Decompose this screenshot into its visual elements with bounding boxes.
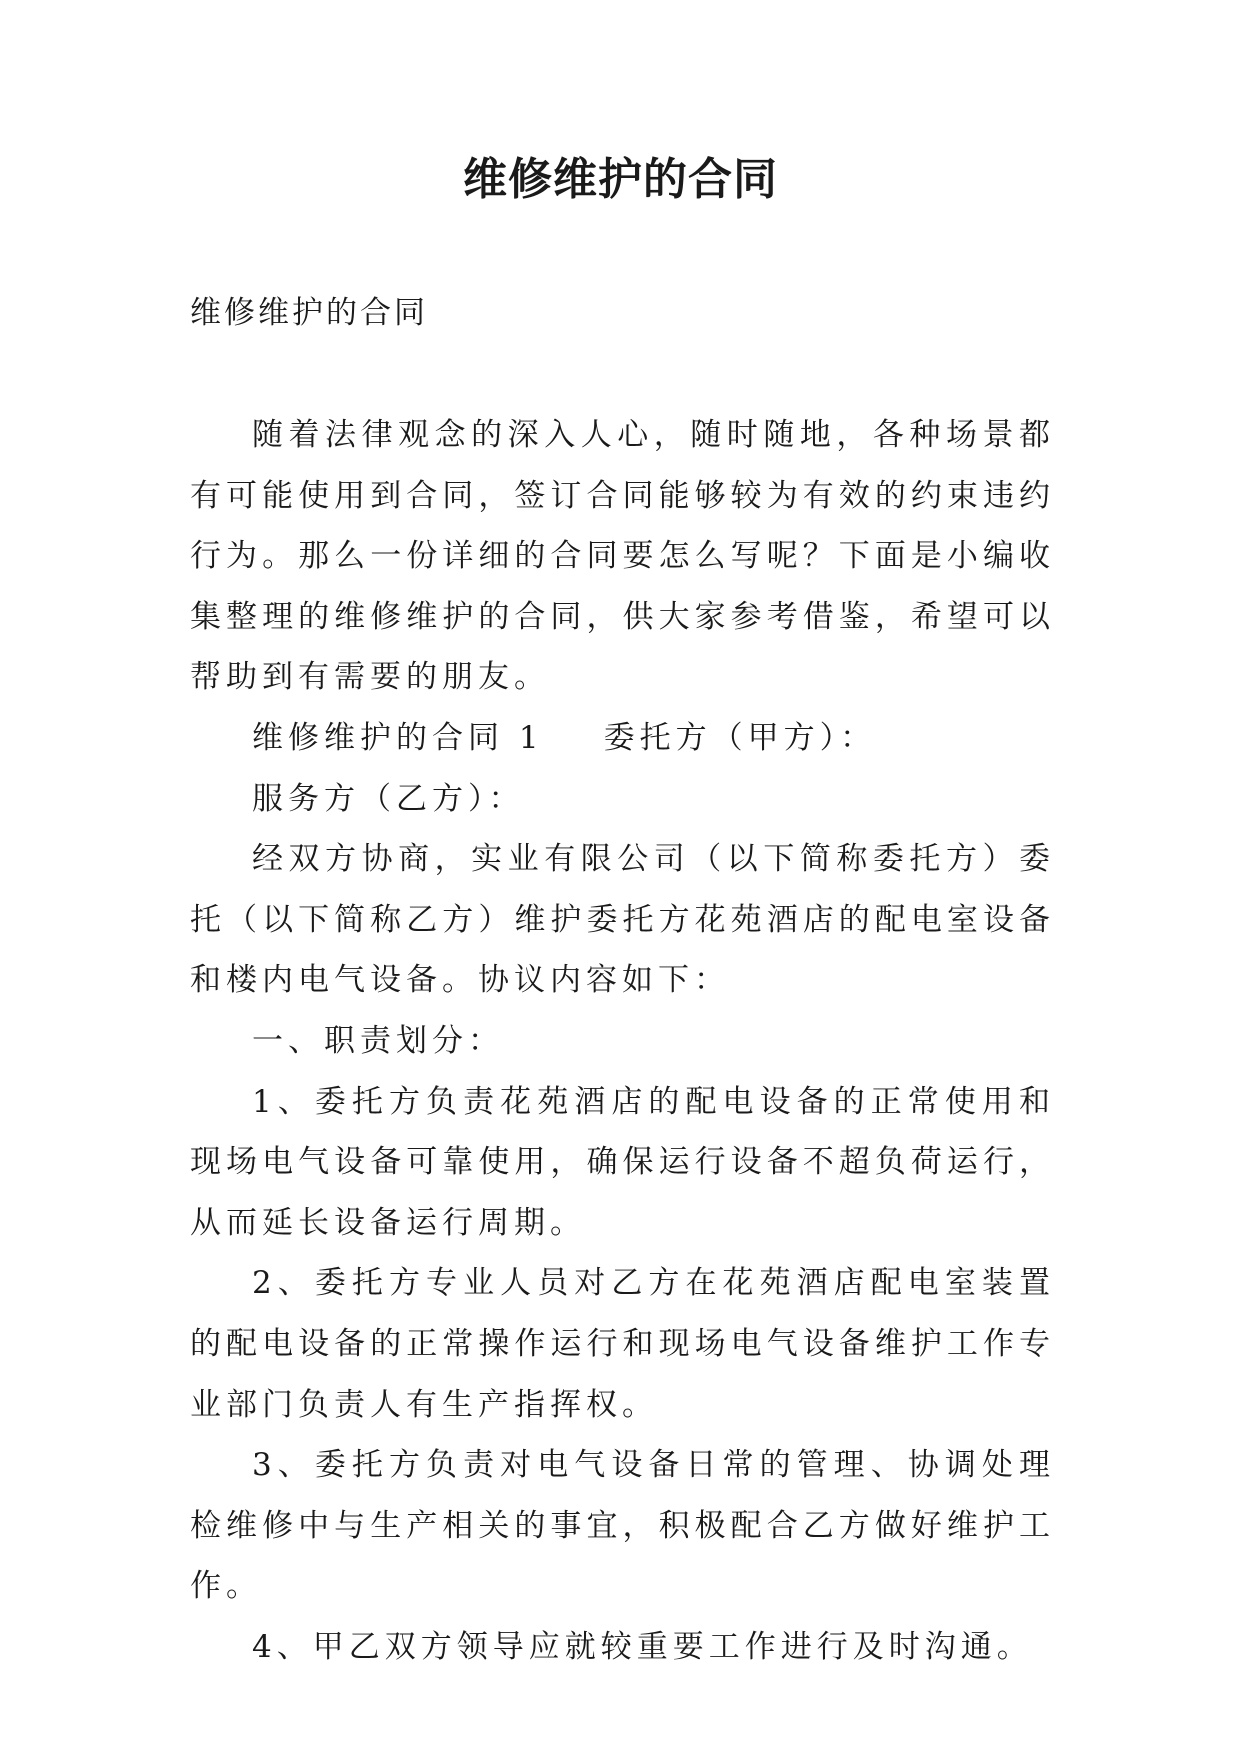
- document-subtitle: 维修维护的合同: [190, 295, 428, 331]
- clause-item: 3、委托方负责对电气设备日常的管理、协调处理检维修中与生产相关的事宜，积极配合乙方做好维护工作。: [190, 1447, 1055, 1605]
- contract-heading: 维修维护的合同 1: [252, 719, 544, 756]
- clause-item: 2、委托方专业人员对乙方在花苑酒店配电室装置的配电设备的正常操作运行和现场电气设备维护工作专业部门负责人有生产指挥权。: [190, 1265, 1055, 1423]
- document-body: [190, 405, 1055, 1677]
- agreement-paragraph: 经双方协商，实业有限公司（以下简称委托方）委托（以下简称乙方）维护委托方花苑酒店的配电室设备和楼内电气设备。协议内容如下：: [190, 841, 1055, 999]
- section-heading: 一、职责划分：: [252, 1022, 504, 1059]
- clause-item: 4、甲乙双方领导应就较重要工作进行及时沟通。: [252, 1628, 1033, 1665]
- document-title: 维修维护的合同: [463, 154, 778, 205]
- party-b-label: 服务方（乙方）：: [252, 780, 525, 817]
- contract-heading-line: [190, 708, 1055, 769]
- intro-paragraph: 随着法律观念的深入人心，随时随地，各种场景都有可能使用到合同，签订合同能够较为有效的约束违约行为。那么一份详细的合同要怎么写呢？下面是小编收集整理的维修维护的合同，供大家参考借鉴，希望可以帮助到有需要的朋友。: [190, 417, 1055, 696]
- party-a-label: 委托方（甲方）：: [603, 719, 877, 756]
- clause-item: 1、委托方负责花苑酒店的配电设备的正常使用和现场电气设备可靠使用，确保运行设备不超负荷运行，从而延长设备运行周期。: [190, 1083, 1055, 1241]
